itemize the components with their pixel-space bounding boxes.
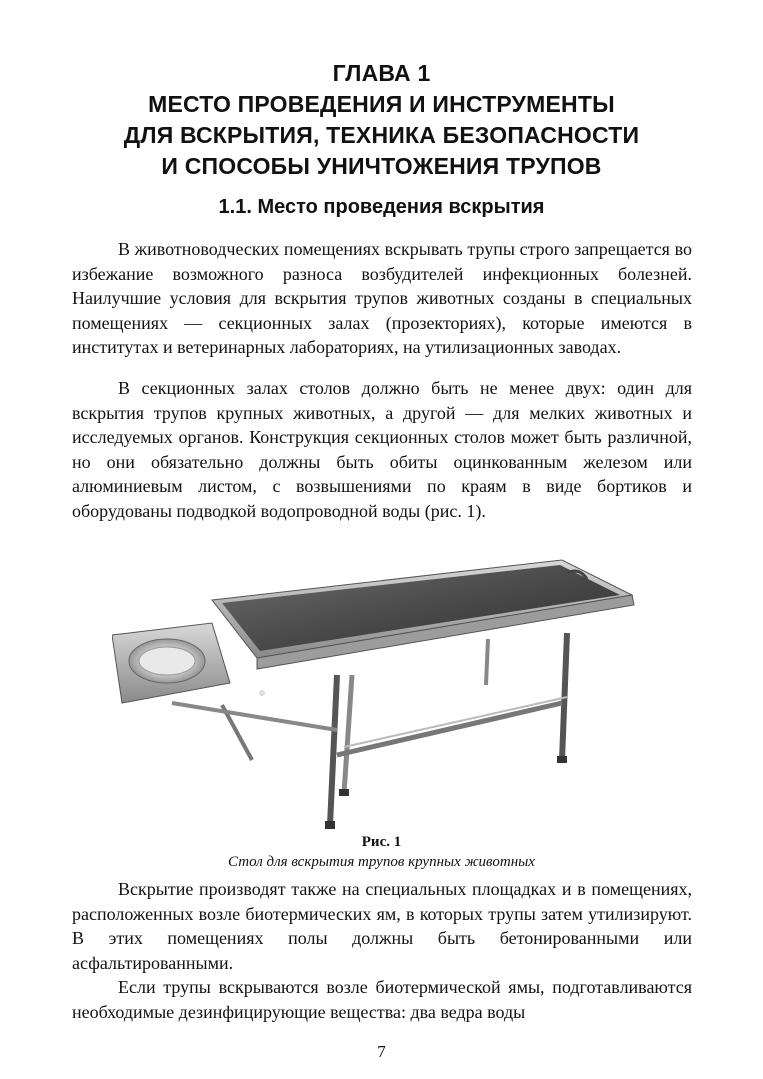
- chapter-title-line-1: МЕСТО ПРОВЕДЕНИЯ И ИНСТРУМЕНТЫ: [148, 91, 615, 117]
- paragraph-3: Вскрытие производят также на специальных площадках и в помещениях, расположенных возле биотермических ям, в которых трупы затем утилизируют. В этих помещениях полы должны быть бетонированными или асфальтированными.: [72, 879, 692, 973]
- paragraph-2: В секционных залах столов должно быть не менее двух: один для вскрытия трупов крупных животных, а другой — для мелких животных и исследуемых органов. Конструкция секционных столов может быть различной, но они обязательно должны быть обиты оцинкованным железом или алюминиевым листом, с возвышениями по краям в виде бортиков и оборудованы подводкой водопроводной воды (рис. 1).: [72, 378, 692, 521]
- page-number: 7: [377, 1042, 386, 1061]
- figure-number: Рис. 1: [361, 834, 402, 850]
- chapter-title-line-2: ДЛЯ ВСКРЫТИЯ, ТЕХНИКА БЕЗОПАСНОСТИ: [123, 122, 640, 148]
- chapter-number: ГЛАВА 1: [332, 60, 431, 86]
- body-text-top: [72, 237, 692, 360]
- body-text-bottom: [72, 877, 692, 1024]
- section-title: 1.1. Место проведения вскрытия: [218, 196, 545, 218]
- paragraph-4: Если трупы вскрываются возле биотермической ямы, подготавливаются необходимые дезинфицирующие вещества: два ведра воды: [72, 977, 692, 1022]
- dissection-table-photo: [112, 555, 652, 835]
- body-text-middle: [72, 376, 692, 523]
- paragraph-1: В животноводческих помещениях вскрывать трупы строго запрещается во избежание возможного разноса возбудителей инфекционных болезней. Наилучшие условия для вскрытия трупов животных созданы в специальных помещениях — секционных залах (прозекториях), которые имеются в институтах и ветеринарных лабораториях, на утилизационных заводах.: [72, 239, 692, 357]
- figure-caption: Стол для вскрытия трупов крупных животных: [228, 854, 535, 870]
- chapter-heading: [60, 58, 703, 182]
- chapter-title-line-3: И СПОСОБЫ УНИЧТОЖЕНИЯ ТРУПОВ: [161, 153, 602, 179]
